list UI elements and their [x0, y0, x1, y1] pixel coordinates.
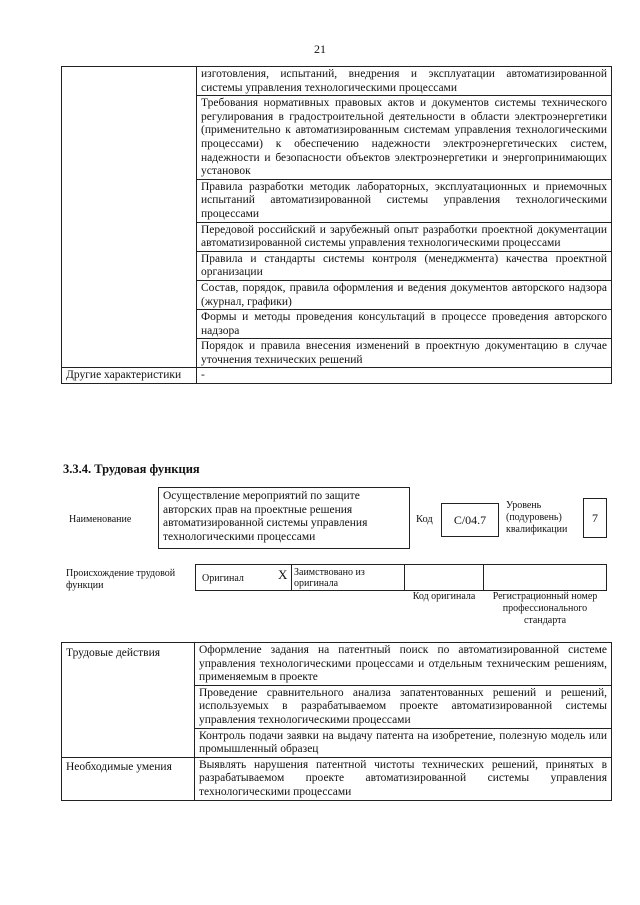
function-table — [61, 642, 612, 801]
row-label: Другие характеристики — [62, 368, 197, 384]
table-cell: Порядок и правила внесения изменений в проектную документацию в случае уточнения технических решений — [197, 339, 612, 368]
section-heading: 3.3.4. Трудовая функция — [63, 462, 200, 476]
reg-number-cell — [484, 565, 606, 590]
table-cell: Оформление задания на патентный поиск по автоматизированной системе управления технологическими процессами и отдельным техническим решениям, применяемым в проекте — [195, 643, 612, 686]
knowledge-table — [61, 66, 612, 384]
table-cell: Выявлять нарушения патентной чистоты технических решений, принятых в разрабатываемом проекте автоматизированной системы управления технологическими процессами — [195, 757, 612, 800]
origin-label: Происхождение трудовой функции — [66, 568, 176, 591]
original-cell — [196, 565, 292, 590]
row-label: Трудовые действия — [62, 643, 195, 758]
original-mark: X — [278, 567, 288, 582]
table-cell: Состав, порядок, правила оформления и ведения документов авторского надзора (журнал, графики) — [197, 280, 612, 309]
page-number: 21 — [314, 42, 326, 56]
code-label: Код — [416, 514, 433, 525]
origin-strip — [195, 564, 607, 591]
row-label: Необходимые умения — [62, 757, 195, 800]
code-original-label: Код оригинала — [412, 591, 476, 602]
table-cell: - — [197, 368, 612, 384]
table-row — [62, 757, 612, 800]
code-box: C/04.7 — [441, 503, 499, 537]
function-name-box: Осуществление мероприятий по защите авторских прав на проектные решения автоматизированной системы управления технологическими процессами — [158, 487, 410, 549]
code-original-cell — [405, 565, 484, 590]
level-box: 7 — [583, 498, 607, 538]
table-cell: изготовления, испытаний, внедрения и эксплуатации автоматизированной системы управления технологическими процессами — [197, 67, 612, 96]
table-row — [62, 643, 612, 686]
original-label: Оригинал — [202, 573, 244, 584]
row-label — [62, 67, 197, 368]
table-cell: Контроль подачи заявки на выдачу патента на изобретение, полезную модель или промышленный образец — [195, 728, 612, 757]
name-label: Наименование — [69, 514, 132, 525]
table-row — [62, 67, 612, 96]
table-cell: Правила разработки методик лабораторных, эксплуатационных и приемочных испытаний автоматизированной системы управления технологическими процессами — [197, 179, 612, 222]
borrowed-label: Заимствовано из оригинала — [292, 565, 405, 590]
table-cell: Требования нормативных правовых актов и документов системы технического регулирования в градостроительной деятельности в области электроэнергетики (применительно к автоматизированным системам управления технологическими процессами) к обеспечению надежности электроэнергетических систем, надежности и безопасности объектов электроэнергетики и энергопринимающих установок — [197, 96, 612, 180]
level-label: Уровень (подуровень) квалификации — [506, 500, 568, 535]
table-row — [62, 368, 612, 384]
table-cell: Правила и стандарты системы контроля (менеджмента) качества проектной организации — [197, 251, 612, 280]
reg-number-label: Регистрационный номер профессионального стандарта — [492, 591, 598, 626]
table-cell: Проведение сравнительного анализа запатентованных решений и решений, используемых в разрабатываемом проекте автоматизированной системы управления технологическими процессами — [195, 685, 612, 728]
table-cell: Передовой российский и зарубежный опыт разработки проектной документации автоматизированной системы управления технологическими процессами — [197, 222, 612, 251]
table-cell: Формы и методы проведения консультаций в процессе проведения авторского надзора — [197, 310, 612, 339]
